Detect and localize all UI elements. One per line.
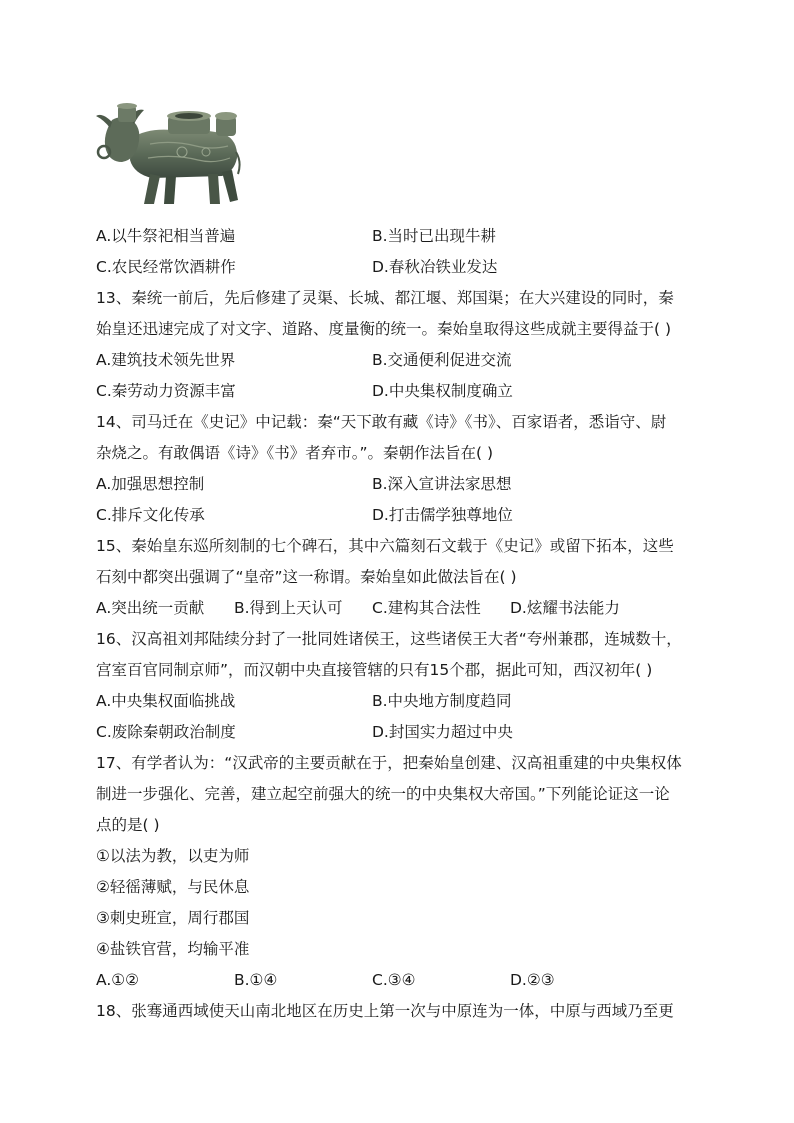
q16-option-d[interactable]: D.封国实力超过中央 bbox=[372, 723, 513, 741]
q15-stem-line-2: 石刻中都突出强调了“皇帝”这一称谓。秦始皇如此做法旨在( ) bbox=[96, 568, 517, 586]
q17-item-4: ④盐铁官营，均输平准 bbox=[96, 940, 250, 958]
q17-stem-line-3: 点的是( ) bbox=[96, 816, 160, 834]
q12-option-a[interactable]: A.以牛祭祀相当普遍 bbox=[96, 227, 236, 245]
q13-option-d[interactable]: D.中央集权制度确立 bbox=[372, 382, 513, 400]
q17-stem-line-1: 17、有学者认为：“汉武帝的主要贡献在于，把秦始皇创建、汉高祖重建的中央集权体 bbox=[96, 754, 682, 772]
q16-option-c[interactable]: C.废除秦朝政治制度 bbox=[96, 723, 236, 741]
q14-stem-line-2: 杂烧之。有敢偶语《诗》《书》者弃市。”。秦朝作法旨在( ) bbox=[96, 444, 494, 462]
q12-options-row-1 bbox=[96, 224, 716, 248]
q14-options-row-2 bbox=[96, 503, 716, 527]
q17-option-d[interactable]: D.②③ bbox=[510, 971, 555, 989]
q17-option-b[interactable]: B.①④ bbox=[234, 971, 278, 989]
q12-option-c[interactable]: C.农民经常饮酒耕作 bbox=[96, 258, 236, 276]
q16-options-row-2 bbox=[96, 720, 716, 744]
q14-option-a[interactable]: A.加强思想控制 bbox=[96, 475, 205, 493]
q15-options-row bbox=[96, 596, 716, 620]
q12-options-row-2 bbox=[96, 255, 716, 279]
q16-option-b[interactable]: B.中央地方制度趋同 bbox=[372, 692, 512, 710]
q14-options-row-1 bbox=[96, 472, 716, 496]
q15-option-a[interactable]: A.突出统一贡献 bbox=[96, 599, 205, 617]
q13-options-row-2 bbox=[96, 379, 716, 403]
q13-option-c[interactable]: C.秦劳动力资源丰富 bbox=[96, 382, 236, 400]
q17-option-c[interactable]: C.③④ bbox=[372, 971, 416, 989]
q18-stem-line-1: 18、张骞通西域使天山南北地区在历史上第一次与中原连为一体，中原与西域乃至更 bbox=[96, 1002, 674, 1020]
q12-option-d[interactable]: D.春秋冶铁业发达 bbox=[372, 258, 498, 276]
q13-options-row-1 bbox=[96, 348, 716, 372]
q13-stem-line-2: 始皇还迅速完成了对文字、道路、度量衡的统一。秦始皇取得这些成就主要得益于( ) bbox=[96, 320, 672, 338]
q15-option-c[interactable]: C.建构其合法性 bbox=[372, 599, 481, 617]
q17-item-1: ①以法为教，以吏为师 bbox=[96, 847, 250, 865]
q13-option-a[interactable]: A.建筑技术领先世界 bbox=[96, 351, 236, 369]
q15-option-d[interactable]: D.炫耀书法能力 bbox=[510, 599, 620, 617]
q12-option-b[interactable]: B.当时已出现牛耕 bbox=[372, 227, 497, 245]
q13-stem-line-1: 13、秦统一前后，先后修建了灵渠、长城、都江堰、郑国渠；在大兴建设的同时，秦 bbox=[96, 289, 674, 307]
q15-option-b[interactable]: B.得到上天认可 bbox=[234, 599, 343, 617]
q14-option-d[interactable]: D.打击儒学独尊地位 bbox=[372, 506, 513, 524]
q16-options-row-1 bbox=[96, 689, 716, 713]
q16-option-a[interactable]: A.中央集权面临挑战 bbox=[96, 692, 236, 710]
q14-stem-line-1: 14、司马迁在《史记》中记载：秦“天下敢有藏《诗》《书》、百家语者，悉诣守、尉 bbox=[96, 413, 667, 431]
bronze-ox-vessel-image bbox=[92, 100, 242, 210]
q17-options-row bbox=[96, 968, 716, 992]
q17-option-a[interactable]: A.①② bbox=[96, 971, 140, 989]
q14-option-c[interactable]: C.排斥文化传承 bbox=[96, 506, 205, 524]
q17-stem-line-2: 制进一步强化、完善，建立起空前强大的统一的中央集权大帝国。”下列能论证这一论 bbox=[96, 785, 670, 803]
q17-item-2: ②轻徭薄赋，与民休息 bbox=[96, 878, 250, 896]
q15-stem-line-1: 15、秦始皇东巡所刻制的七个碑石，其中六篇刻石文载于《史记》或留下拓本，这些 bbox=[96, 537, 674, 555]
q13-option-b[interactable]: B.交通便利促进交流 bbox=[372, 351, 512, 369]
q16-stem-line-1: 16、汉高祖刘邦陆续分封了一批同姓诸侯王，这些诸侯王大者“夸州兼郡，连城数十， bbox=[96, 630, 682, 648]
q16-stem-line-2: 宫室百官同制京师”，而汉朝中央直接管辖的只有15个郡，据此可知，西汉初年( ) bbox=[96, 661, 653, 679]
q17-item-3: ③刺史班宣，周行郡国 bbox=[96, 909, 250, 927]
q14-option-b[interactable]: B.深入宣讲法家思想 bbox=[372, 475, 512, 493]
